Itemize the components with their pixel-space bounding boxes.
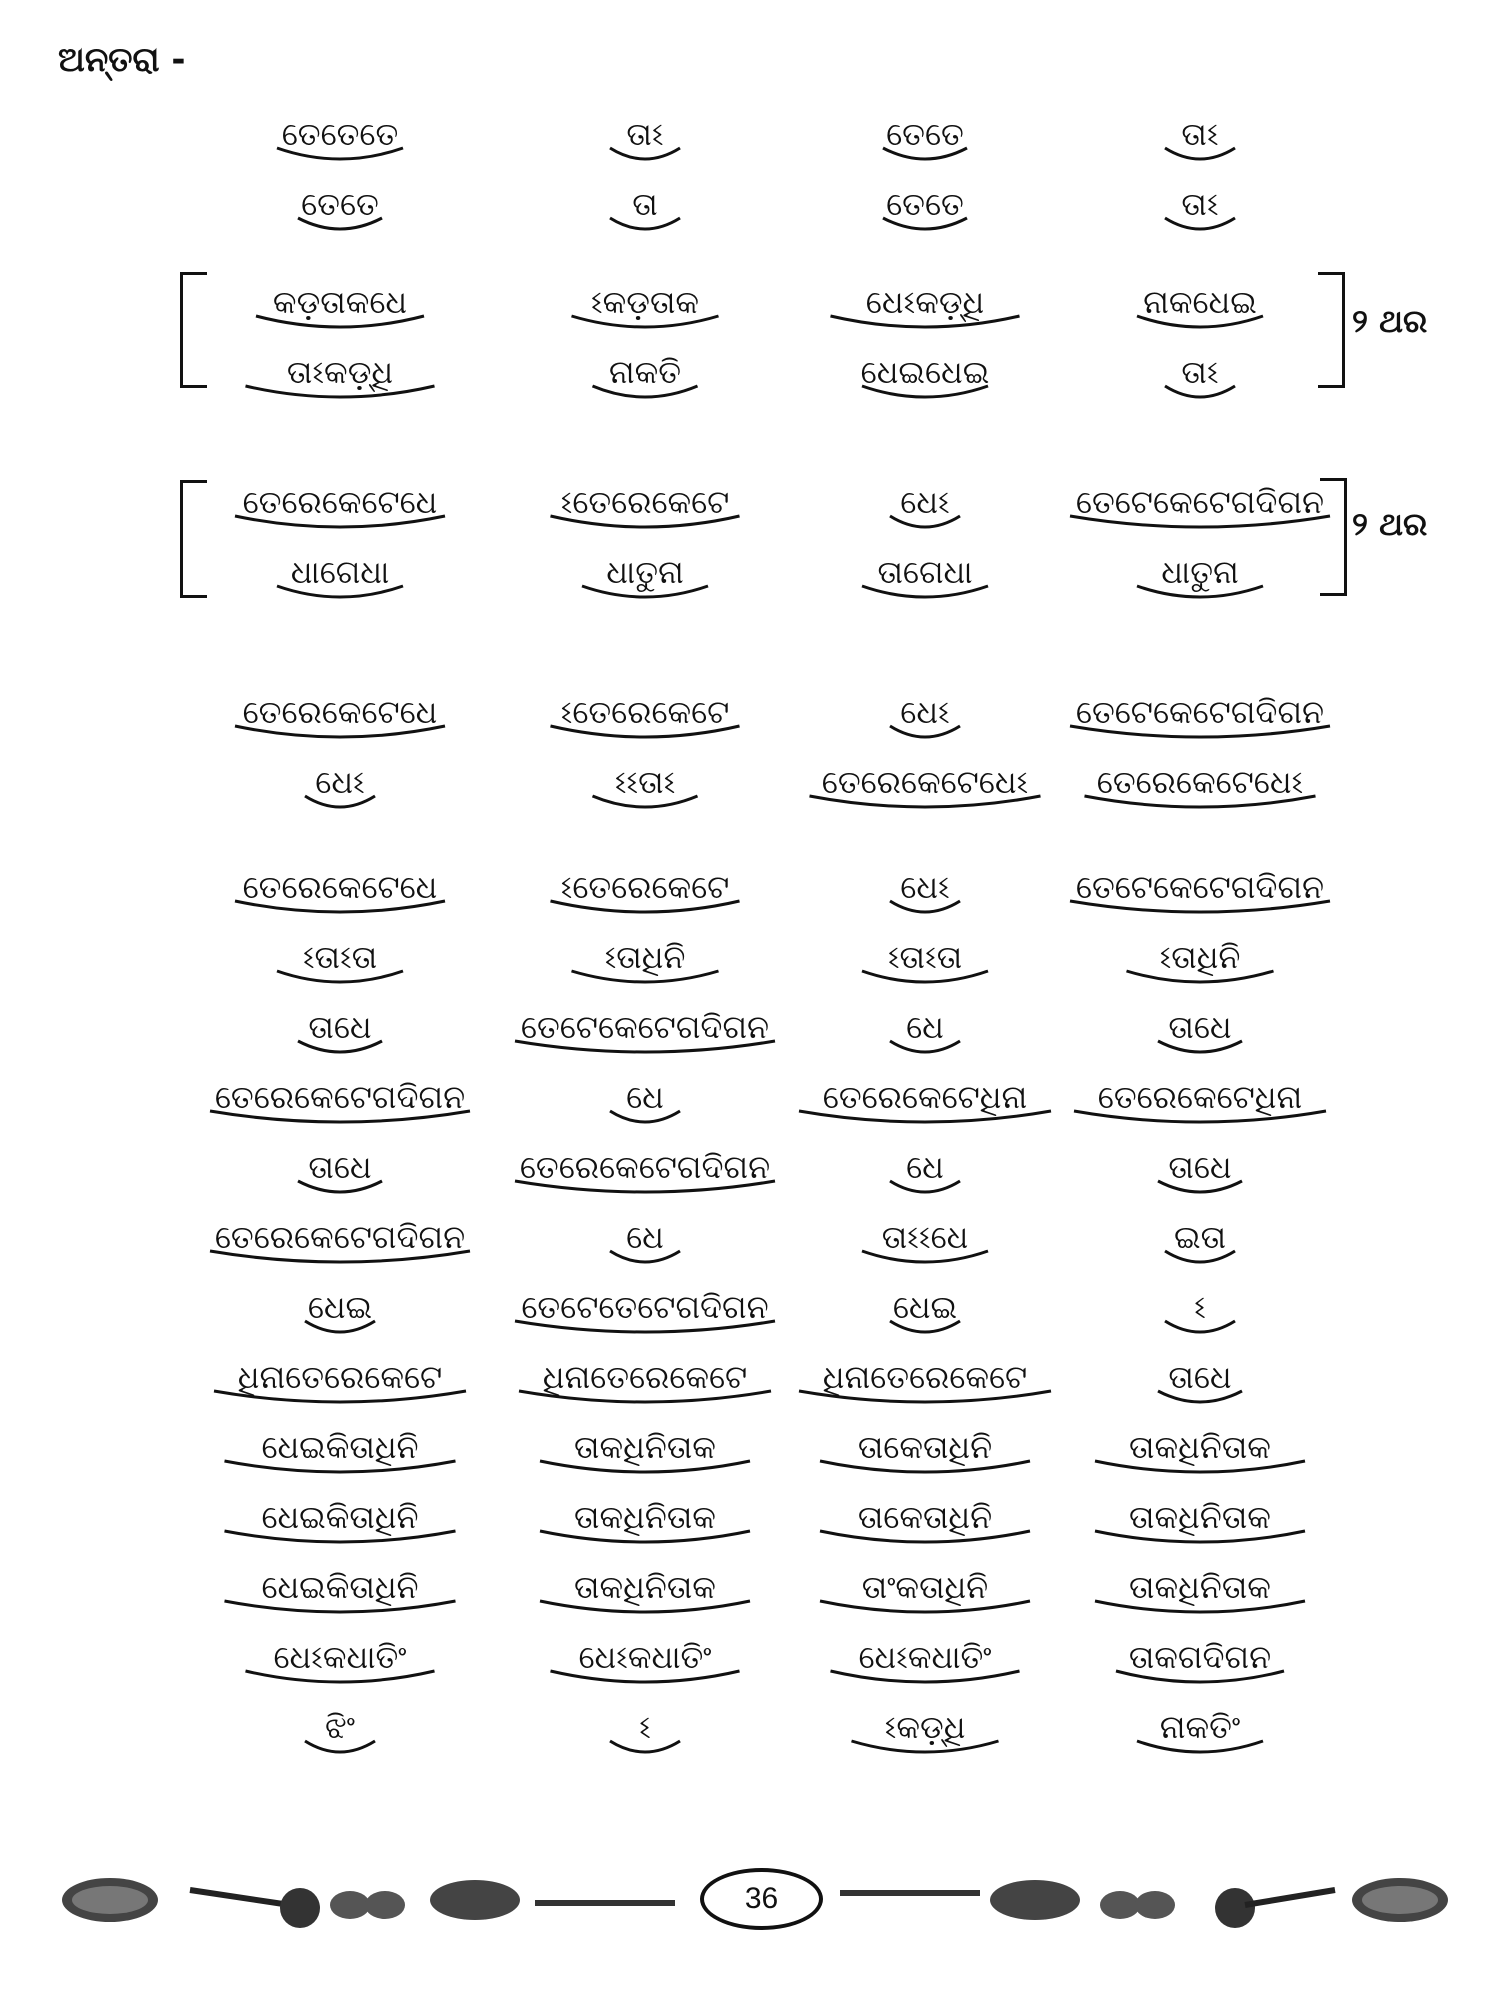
bol-text: ଽତାଽତା (887, 938, 963, 976)
bol-cell (495, 865, 795, 925)
bol-text: ତେଟେକେଟେଗଦିଗନ (1075, 868, 1325, 906)
taal-arc (190, 1385, 490, 1415)
bol-cell (190, 1005, 490, 1065)
bol-text: ଧେ (626, 1218, 664, 1256)
taal-arc (775, 1525, 1075, 1555)
bol-cell (1050, 550, 1350, 610)
bol-row (0, 1075, 1500, 1135)
bol-cell (1050, 760, 1350, 820)
bol-cell (190, 480, 490, 540)
bol-cell (190, 1145, 490, 1205)
taal-arc (190, 720, 490, 750)
bol-cell (495, 550, 795, 610)
bol-text: ତାକଧିନିତାକ (574, 1498, 716, 1536)
bol-text: ଽଽତାଽ (614, 763, 676, 801)
bol-text: ଽତେରେକେଟେ (560, 868, 730, 906)
bol-row (0, 1215, 1500, 1275)
flute-icon (535, 1900, 675, 1906)
taal-arc (495, 1105, 795, 1135)
taal-arc (495, 310, 795, 340)
taal-arc (1050, 1595, 1350, 1625)
taal-arc (495, 1665, 795, 1695)
bol-row (0, 1565, 1500, 1625)
bol-cell (1050, 1355, 1350, 1415)
bol-cell (190, 280, 490, 340)
bol-text: ଽକଡ଼ତାକ (590, 283, 700, 321)
bol-text: ଧିନାତେରେକେଟେ (822, 1358, 1028, 1396)
taal-arc (495, 212, 795, 242)
bol-text: ତାଽଽଧେ (881, 1218, 969, 1256)
bol-text: ଧେଽ (900, 483, 950, 521)
taal-arc (1050, 212, 1350, 242)
bol-text: ଧିନାତେରେକେଟେ (237, 1358, 443, 1396)
taal-arc (1050, 895, 1350, 925)
bol-row (0, 760, 1500, 820)
bol-text: ତାକଧିନିତାକ (574, 1428, 716, 1466)
bol-cell (495, 1355, 795, 1415)
taal-arc (775, 1665, 1075, 1695)
bol-text: ନାକତିଂ (1159, 1708, 1241, 1746)
bol-cell (1050, 1285, 1350, 1345)
bol-text: ତାକେତାଧିନି (857, 1428, 993, 1466)
taal-arc (190, 1245, 490, 1275)
bol-text: ତେଟେକେଟେଗଦିଗନ (1075, 483, 1325, 521)
bol-cell (495, 760, 795, 820)
taal-arc (190, 142, 490, 172)
taal-arc (1050, 1735, 1350, 1765)
bol-text: ଧେଇକିତାଧିନି (261, 1428, 419, 1466)
taal-arc (190, 580, 490, 610)
taal-arc (775, 1315, 1075, 1345)
bol-text: ତାଧେ (1168, 1008, 1232, 1046)
taal-arc (1050, 1245, 1350, 1275)
bol-text: ଧାଗେଧା (290, 553, 390, 591)
taal-arc (495, 1595, 795, 1625)
taal-arc (190, 1455, 490, 1485)
taal-arc (775, 895, 1075, 925)
bol-cell (190, 690, 490, 750)
taal-arc (1050, 1105, 1350, 1135)
repeat-label-2: ୨ ଥର (1352, 505, 1428, 543)
taal-arc (775, 142, 1075, 172)
bol-cell (1050, 280, 1350, 340)
bol-cell (495, 1285, 795, 1345)
taal-arc (775, 1175, 1075, 1205)
taal-arc (1050, 720, 1350, 750)
bol-text: ଽତାଽତା (302, 938, 378, 976)
bol-text: ଧେଽ (900, 693, 950, 731)
bol-text: କଡ଼ତାକଧେ (272, 283, 408, 321)
bol-cell (495, 1565, 795, 1625)
bol-text: ଧାତୁନା (1161, 553, 1239, 591)
bol-text: ତାକେତାଧିନି (857, 1498, 993, 1536)
bol-text: ଧେଽକଧାତିଂ (578, 1638, 712, 1676)
bol-cell (495, 1495, 795, 1555)
bol-text: ଇତା (1173, 1218, 1227, 1256)
bol-text: ତେତେ (886, 185, 964, 223)
taal-arc (775, 1245, 1075, 1275)
bol-text: ଧେଽକଧାତିଂ (273, 1638, 407, 1676)
drum-icon (430, 1880, 520, 1920)
cymbal-icon (330, 1891, 405, 1919)
repeat-label-1: ୨ ଥର (1352, 302, 1428, 340)
cymbal-icon (1100, 1891, 1175, 1919)
bol-row (0, 280, 1500, 340)
bol-text: ତେଟେତେଟେଗଦିଗନ (521, 1288, 769, 1326)
taal-arc (1050, 790, 1350, 820)
bol-cell (775, 1565, 1075, 1625)
bol-cell (190, 182, 490, 242)
bol-cell (495, 480, 795, 540)
taal-arc (775, 310, 1075, 340)
repeat-bracket-left-2 (180, 480, 207, 598)
bol-cell (1050, 1635, 1350, 1695)
bol-text: ଽତାଧିନି (604, 938, 686, 976)
repeat-bracket-right-1 (1318, 272, 1345, 388)
bol-row (0, 1355, 1500, 1415)
bol-text: ତାଂକତାଧିନି (861, 1568, 989, 1606)
bol-cell (1050, 1075, 1350, 1135)
bol-cell (775, 690, 1075, 750)
taal-arc (495, 1175, 795, 1205)
taal-arc (190, 510, 490, 540)
taal-arc (1050, 1035, 1350, 1065)
taal-arc (775, 1455, 1075, 1485)
bol-text: ଧିନାତେରେକେଟେ (542, 1358, 748, 1396)
taal-arc (775, 965, 1075, 995)
bol-text: ତେରେକେଟେଧେ (242, 483, 438, 521)
bol-cell (495, 182, 795, 242)
bol-text: ନାକତି (608, 353, 682, 391)
bol-cell (190, 1215, 490, 1275)
bol-cell (1050, 690, 1350, 750)
taal-arc (775, 1035, 1075, 1065)
bol-text: ତାକଧିନିତାକ (1129, 1498, 1271, 1536)
bol-text: ଧେଽ (900, 868, 950, 906)
bol-row (0, 480, 1500, 540)
bol-cell (775, 182, 1075, 242)
bol-text: ତାକଗଦିଗନ (1128, 1638, 1272, 1676)
bol-row (0, 865, 1500, 925)
bol-text: ତେରେକେଟେଧେଽ (1096, 763, 1304, 801)
taal-arc (775, 1595, 1075, 1625)
bol-text: ତାଽ (1181, 353, 1219, 391)
bol-cell (190, 350, 490, 410)
bol-cell (775, 112, 1075, 172)
bol-text: ଧେ (626, 1078, 664, 1116)
bol-cell (495, 1075, 795, 1135)
bol-cell (775, 1355, 1075, 1415)
bol-cell (190, 1495, 490, 1555)
taal-arc (495, 1455, 795, 1485)
bol-cell (1050, 1005, 1350, 1065)
taal-arc (495, 1735, 795, 1765)
taal-arc (775, 580, 1075, 610)
taal-arc (775, 510, 1075, 540)
taal-arc (495, 720, 795, 750)
bol-cell (775, 1215, 1075, 1275)
bol-cell (190, 1355, 490, 1415)
bol-row (0, 1285, 1500, 1345)
bol-text: ତେରେକେଟେଗଦିଗନ (214, 1218, 466, 1256)
bol-text: ଝିଂ (325, 1708, 355, 1746)
bol-text: ତେଟେକେଟେଗଦିଗନ (520, 1008, 770, 1046)
bol-cell (190, 1635, 490, 1695)
bol-cell (1050, 1495, 1350, 1555)
bol-text: ତେତେ (301, 185, 379, 223)
bol-cell (775, 1495, 1075, 1555)
taal-arc (190, 212, 490, 242)
bol-row (0, 550, 1500, 610)
taal-arc (495, 790, 795, 820)
bol-cell (190, 1285, 490, 1345)
bol-row (0, 182, 1500, 242)
bol-row (0, 935, 1500, 995)
bol-cell (775, 1075, 1075, 1135)
bol-row (0, 1705, 1500, 1765)
bol-text: ତେରେକେଟେଧେଽ (821, 763, 1029, 801)
taal-arc (1050, 1315, 1350, 1345)
bol-text: ତେରେକେଟେଧିନା (822, 1078, 1028, 1116)
bol-cell (775, 480, 1075, 540)
taal-arc (190, 895, 490, 925)
bol-row (0, 350, 1500, 410)
bol-row (0, 1005, 1500, 1065)
bol-cell (190, 935, 490, 995)
bol-text: ତେରେକେଟେଗଦିଗନ (519, 1148, 771, 1186)
bol-cell (1050, 1145, 1350, 1205)
veena-icon (1215, 1888, 1335, 1928)
bol-text: ତେଟେକେଟେଗଦିଗନ (1075, 693, 1325, 731)
taal-arc (190, 1665, 490, 1695)
bol-cell (495, 690, 795, 750)
bol-text: ଽକଡ଼୍ଧି (884, 1708, 966, 1746)
taal-arc (1050, 380, 1350, 410)
bol-text: ତେରେକେଟେଧେ (242, 868, 438, 906)
bol-cell (775, 550, 1075, 610)
bol-cell (190, 760, 490, 820)
bol-cell (1050, 1565, 1350, 1625)
bol-text: ତାଽକଡ଼୍ଧି (286, 353, 394, 391)
taal-arc (495, 142, 795, 172)
bol-text: ଧେ (906, 1148, 944, 1186)
bol-cell (495, 1425, 795, 1485)
taal-arc (190, 310, 490, 340)
bol-cell (495, 1005, 795, 1065)
bol-text: ଽ (1194, 1288, 1206, 1326)
bol-cell (1050, 1425, 1350, 1485)
bol-cell (775, 1705, 1075, 1765)
bol-cell (775, 1285, 1075, 1345)
taal-arc (190, 1595, 490, 1625)
bol-text: ଧେଇ (307, 1288, 373, 1326)
bol-cell (775, 760, 1075, 820)
bol-cell (190, 112, 490, 172)
taal-arc (190, 380, 490, 410)
bol-text: ତେତେ (886, 115, 964, 153)
taal-arc (1050, 142, 1350, 172)
taal-arc (775, 1105, 1075, 1135)
taal-arc (1050, 965, 1350, 995)
bol-text: ନାକଧେଇ (1143, 283, 1257, 321)
bol-text: ତେରେକେଟେଧେ (242, 693, 438, 731)
taal-arc (495, 1035, 795, 1065)
bol-cell (775, 1425, 1075, 1485)
taal-arc (190, 790, 490, 820)
bol-text: ତେତେତେ (281, 115, 399, 153)
bol-cell (1050, 112, 1350, 172)
taal-arc (1050, 1525, 1350, 1555)
taal-arc (1050, 1385, 1350, 1415)
bol-text: ଽତେରେକେଟେ (560, 693, 730, 731)
bol-cell (1050, 480, 1350, 540)
bol-text: ଽତାଧିନି (1159, 938, 1241, 976)
bol-text: ତାଧେ (308, 1148, 372, 1186)
bol-cell (1050, 182, 1350, 242)
veena-icon (190, 1888, 320, 1928)
taal-arc (495, 510, 795, 540)
bol-cell (190, 1705, 490, 1765)
bol-text: ଽ (639, 1708, 651, 1746)
bol-cell (1050, 935, 1350, 995)
bol-text: ଧେଽକଡ଼୍ଧି (865, 283, 985, 321)
bol-cell (775, 865, 1075, 925)
bol-cell (495, 350, 795, 410)
bol-text: ତାଽ (1181, 185, 1219, 223)
bol-text: ତାକଧିନିତାକ (574, 1568, 716, 1606)
drum-icon (990, 1880, 1080, 1920)
taal-arc (495, 895, 795, 925)
bol-cell (495, 1705, 795, 1765)
bol-text: ତାଽ (626, 115, 664, 153)
taal-arc (775, 790, 1075, 820)
taal-arc (495, 1525, 795, 1555)
taal-arc (495, 1315, 795, 1345)
bol-row (0, 690, 1500, 750)
bol-cell (190, 1425, 490, 1485)
bol-cell (1050, 1215, 1350, 1275)
bol-text: ଽତେରେକେଟେ (560, 483, 730, 521)
bol-text: ତାଽ (1181, 115, 1219, 153)
taal-arc (775, 1385, 1075, 1415)
bol-cell (495, 1145, 795, 1205)
bol-text: ତେରେକେଟେଗଦିଗନ (214, 1078, 466, 1116)
bol-cell (190, 1565, 490, 1625)
taal-arc (495, 1385, 795, 1415)
bol-cell (190, 1075, 490, 1135)
page-number: 36 (700, 1868, 823, 1930)
bol-text: ତାଗେଧା (877, 553, 973, 591)
bol-cell (495, 280, 795, 340)
bol-cell (775, 1635, 1075, 1695)
bol-row (0, 1425, 1500, 1485)
bol-cell (1050, 350, 1350, 410)
taal-arc (190, 1105, 490, 1135)
taal-arc (775, 1735, 1075, 1765)
bol-cell (775, 350, 1075, 410)
taal-arc (190, 1315, 490, 1345)
bol-text: ଧେ (906, 1008, 944, 1046)
bol-cell (775, 935, 1075, 995)
bol-text: ତାଧେ (1168, 1358, 1232, 1396)
taal-arc (775, 720, 1075, 750)
bol-text: ତା (632, 185, 658, 223)
bol-row (0, 1495, 1500, 1555)
taal-arc (495, 380, 795, 410)
taal-arc (1050, 510, 1350, 540)
bol-cell (775, 1005, 1075, 1065)
bol-cell (495, 935, 795, 995)
section-heading: ଅନ୍ତରା - (58, 40, 186, 80)
taal-arc (190, 965, 490, 995)
bol-text: ଧାତୁନା (606, 553, 684, 591)
taal-arc (190, 1175, 490, 1205)
taal-arc (1050, 580, 1350, 610)
taal-arc (495, 1245, 795, 1275)
bol-text: ତାଧେ (308, 1008, 372, 1046)
bol-cell (190, 550, 490, 610)
bol-text: ଧେଽକଧାତିଂ (858, 1638, 992, 1676)
bol-cell (495, 112, 795, 172)
bol-row (0, 1635, 1500, 1695)
bol-text: ଧେଇକିତାଧିନି (261, 1498, 419, 1536)
bol-cell (1050, 1705, 1350, 1765)
taal-arc (775, 380, 1075, 410)
flute-icon (840, 1890, 980, 1896)
taal-arc (190, 1735, 490, 1765)
bol-cell (495, 1635, 795, 1695)
taal-arc (775, 212, 1075, 242)
bol-text: ଧେଇଧେଇ (860, 353, 990, 391)
taal-arc (495, 965, 795, 995)
taal-arc (1050, 310, 1350, 340)
repeat-bracket-right-2 (1320, 478, 1347, 596)
bol-text: ଧେଇ (892, 1288, 958, 1326)
bol-cell (495, 1215, 795, 1275)
bol-text: ତାକଧିନିତାକ (1129, 1568, 1271, 1606)
taal-arc (1050, 1455, 1350, 1485)
taal-arc (495, 580, 795, 610)
bol-text: ଧେଇକିତାଧିନି (261, 1568, 419, 1606)
bol-cell (775, 280, 1075, 340)
bol-text: ତାକଧିନିତାକ (1129, 1428, 1271, 1466)
drum-icon (62, 1878, 158, 1922)
bol-row (0, 112, 1500, 172)
taal-arc (190, 1035, 490, 1065)
bol-text: ଧେଽ (315, 763, 365, 801)
bol-text: ତେରେକେଟେଧିନା (1097, 1078, 1303, 1116)
bol-cell (775, 1145, 1075, 1205)
bol-row (0, 1145, 1500, 1205)
bol-cell (1050, 865, 1350, 925)
repeat-bracket-left-1 (180, 272, 207, 388)
taal-arc (1050, 1175, 1350, 1205)
taal-arc (190, 1525, 490, 1555)
drum-icon (1352, 1878, 1448, 1922)
taal-arc (1050, 1665, 1350, 1695)
bol-text: ତାଧେ (1168, 1148, 1232, 1186)
bol-cell (190, 865, 490, 925)
